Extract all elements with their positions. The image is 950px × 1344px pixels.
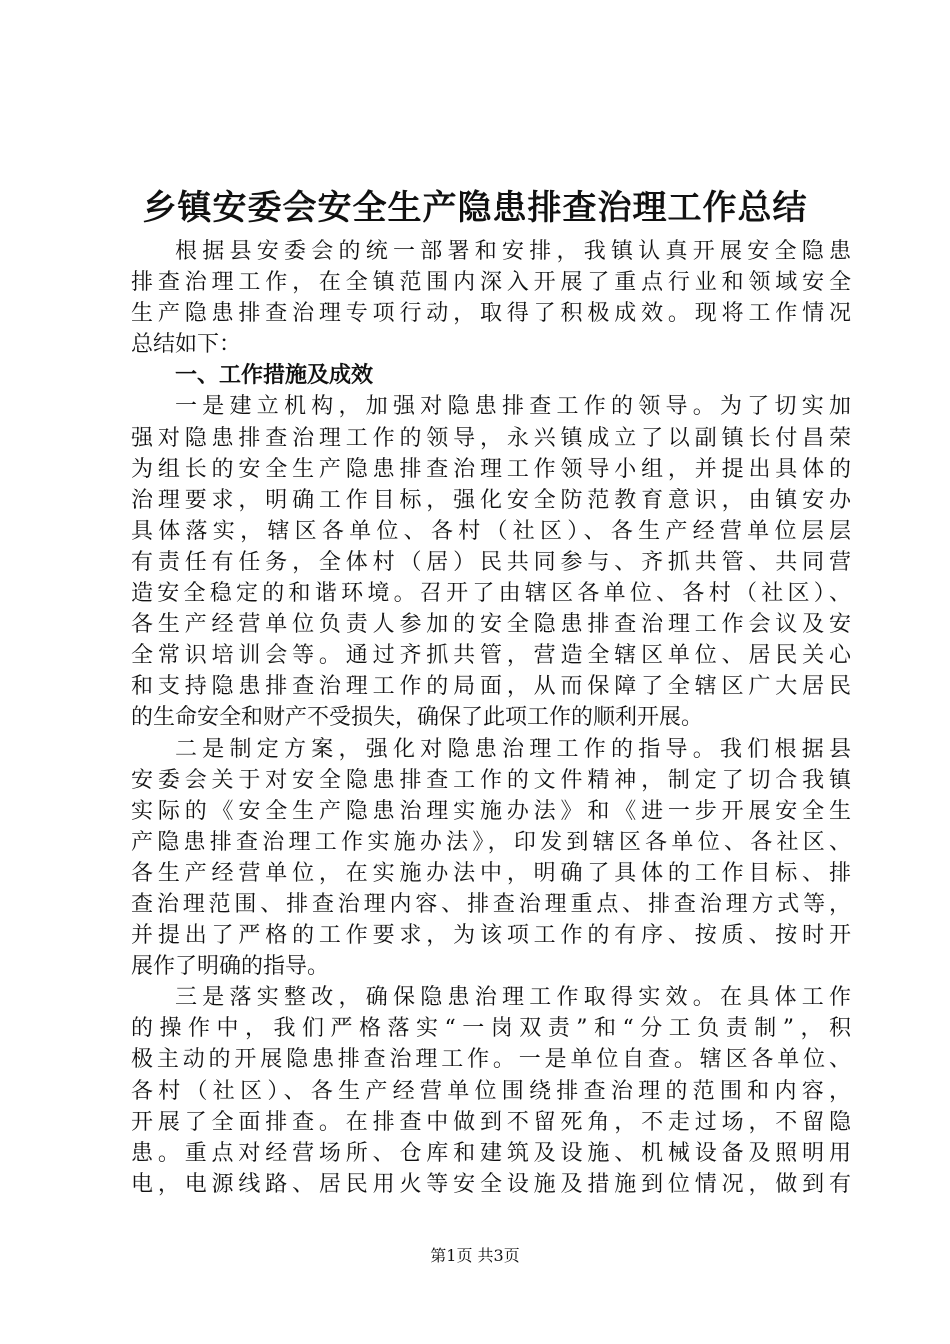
paragraph-line: 展作了明确的指导。 [131, 954, 330, 980]
paragraph-line: 强对隐患排查治理工作的领导，永兴镇成立了以副镇长付昌荣 [131, 425, 851, 451]
paragraph-line: 为组长的安全生产隐患排查治理工作领导小组，并提出具体的 [131, 456, 851, 482]
paragraph-line: 一是建立机构，加强对隐患排查工作的领导。为了切实加 [175, 394, 851, 420]
paragraph-line: 具体落实，辖区各单位、各村（社区）、各生产经营单位层层 [131, 518, 851, 544]
paragraph-line: 总结如下： [131, 332, 242, 358]
paragraph-line: 产隐患排查治理工作实施办法》，印发到辖区各单位、各社区、 [131, 829, 851, 855]
paragraph-line: 生产隐患排查治理专项行动，取得了积极成效。现将工作情况 [131, 301, 851, 327]
paragraph-line: 造安全稳定的和谐环境。召开了由辖区各单位、各村（社区）、 [131, 581, 851, 607]
paragraph-line: 有责任有任务，全体村（居）民共同参与、齐抓共管、共同营 [131, 549, 851, 575]
paragraph-line: 并提出了严格的工作要求，为该项工作的有序、按质、按时开 [131, 923, 851, 949]
paragraph-line: 开展了全面排查。在排查中做到不留死角，不走过场，不留隐 [131, 1109, 851, 1135]
paragraph-line: 各生产经营单位负责人参加的安全隐患排查治理工作会议及安 [131, 612, 851, 638]
paragraph-line: 三是落实整改，确保隐患治理工作取得实效。在具体工作 [175, 985, 851, 1011]
page-number: 第1页 共3页 [430, 1246, 520, 1265]
paragraph-line: 电，电源线路、居民用火等安全设施及措施到位情况，做到有 [131, 1171, 851, 1197]
paragraph-line: 根据县安委会的统一部署和安排，我镇认真开展安全隐患 [175, 239, 851, 264]
paragraph-line: 患。重点对经营场所、仓库和建筑及设施、机械设备及照明用 [131, 1140, 851, 1166]
paragraph-line: 的操作中，我们严格落实“一岗双责”和“分工负责制”，积 [131, 1016, 851, 1042]
paragraph-line: 查治理范围、排查治理内容、排查治理重点、排查治理方式等， [131, 891, 851, 917]
paragraph-line: 二是制定方案，强化对隐患治理工作的指导。我们根据县 [175, 736, 851, 762]
paragraph-line: 各村（社区）、各生产经营单位围绕排查治理的范围和内容， [131, 1078, 851, 1104]
paragraph-line: 和支持隐患排查治理工作的局面，从而保障了全辖区广大居民 [131, 674, 851, 700]
document-title: 乡镇安委会安全生产隐患排查治理工作总结 [142, 188, 808, 228]
paragraph-line: 的生命安全和财产不受损失，确保了此项工作的顺利开展。 [131, 705, 704, 731]
paragraph-line: 安委会关于对安全隐患排查工作的文件精神，制定了切合我镇 [131, 767, 851, 793]
paragraph-line: 治理要求，明确工作目标，强化安全防范教育意识，由镇安办 [131, 487, 851, 513]
section-heading: 一、工作措施及成效 [175, 362, 374, 389]
document-body [131, 236, 851, 1200]
paragraph-line: 实际的《安全生产隐患治理实施办法》和《进一步开展安全生 [131, 798, 851, 824]
paragraph-line: 各生产经营单位，在实施办法中，明确了具体的工作目标、排 [131, 860, 851, 886]
paragraph-line: 排查治理工作，在全镇范围内深入开展了重点行业和领域安全 [131, 270, 851, 296]
paragraph-line: 极主动的开展隐患排查治理工作。一是单位自查。辖区各单位、 [131, 1047, 851, 1073]
paragraph-line: 全常识培训会等。通过齐抓共管，营造全辖区单位、居民关心 [131, 643, 851, 669]
